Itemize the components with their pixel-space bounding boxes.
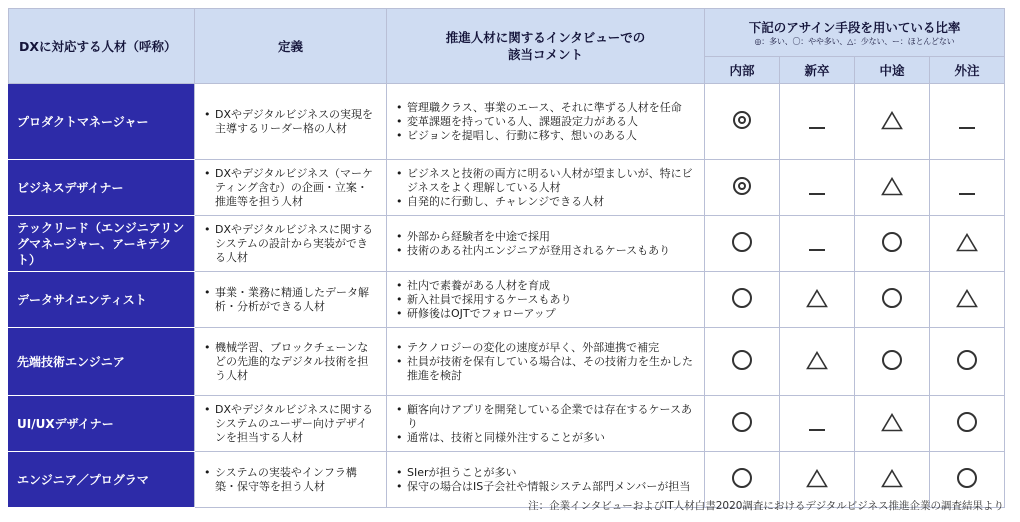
dx-talent-table bbox=[8, 8, 1005, 508]
header-legend: ◎：多い、〇：やや多い、△：少ない、ー：ほとんどない bbox=[754, 36, 955, 46]
table-row bbox=[9, 272, 1005, 328]
ratio-cell bbox=[780, 396, 855, 452]
footnote: 注：企業インタビューおよびIT人材白書2020調査におけるデジタルビジネス推進企業の調査結果より bbox=[528, 500, 1004, 512]
ratio-cell bbox=[705, 328, 780, 396]
dash-mark-icon bbox=[809, 127, 825, 129]
comment-item: • 変革課題を持っている人、課題設定力がある人 bbox=[407, 115, 696, 129]
comment-item: • 通常は、技術と同様外注することが多い bbox=[407, 431, 696, 445]
ratio-cell bbox=[780, 216, 855, 272]
definition-item: • 事業・業務に精通したデータ解析・分析ができる人材 bbox=[215, 286, 378, 314]
header-comment-line2: 該当コメント bbox=[507, 47, 583, 62]
comment-cell bbox=[387, 328, 705, 396]
circle-mark-icon bbox=[882, 288, 902, 308]
comment-item: • テクノロジーの変化の速度が早く、外部連携で補完 bbox=[407, 341, 696, 355]
definition-cell bbox=[195, 396, 387, 452]
comment-item: • 技術のある社内エンジニアが登用されるケースもあり bbox=[407, 244, 696, 258]
definition-cell bbox=[195, 160, 387, 216]
circle-mark-icon bbox=[957, 412, 977, 432]
triangle-mark-icon bbox=[881, 413, 903, 432]
ratio-cell bbox=[930, 160, 1005, 216]
header-ratio-title: 下記のアサイン手段を用いている比率 bbox=[748, 19, 961, 35]
ratio-cell bbox=[780, 160, 855, 216]
comment-item: • 外部から経験者を中途で採用 bbox=[407, 230, 696, 244]
comment-cell bbox=[387, 272, 705, 328]
double-circle-mark-icon bbox=[733, 177, 751, 195]
ratio-cell bbox=[855, 216, 930, 272]
circle-mark-icon bbox=[957, 350, 977, 370]
definition-cell bbox=[195, 216, 387, 272]
triangle-mark-icon bbox=[881, 177, 903, 196]
triangle-mark-icon bbox=[956, 289, 978, 308]
comment-item: • 研修後はOJTでフォローアップ bbox=[407, 307, 696, 321]
circle-mark-icon bbox=[732, 412, 752, 432]
dx-talent-table-container bbox=[8, 8, 1004, 508]
dash-mark-icon bbox=[959, 193, 975, 195]
triangle-mark-icon bbox=[806, 469, 828, 488]
dash-mark-icon bbox=[809, 429, 825, 431]
role-name: プロダクトマネージャー bbox=[9, 84, 195, 160]
comment-item: • SIerが担うことが多い bbox=[407, 466, 696, 480]
ratio-cell bbox=[705, 216, 780, 272]
ratio-cell bbox=[930, 272, 1005, 328]
circle-mark-icon bbox=[732, 468, 752, 488]
role-name: 先端技術エンジニア bbox=[9, 328, 195, 396]
dash-mark-icon bbox=[809, 249, 825, 251]
ratio-cell bbox=[855, 328, 930, 396]
dash-mark-icon bbox=[959, 127, 975, 129]
comment-item: • ビジネスと技術の両方に明るい人材が望ましいが、特にビジネスをよく理解している人材 bbox=[407, 167, 696, 195]
circle-mark-icon bbox=[882, 232, 902, 252]
header-role: DXに対応する人材（呼称） bbox=[9, 9, 195, 84]
comment-cell bbox=[387, 216, 705, 272]
definition-cell bbox=[195, 272, 387, 328]
ratio-cell bbox=[930, 328, 1005, 396]
circle-mark-icon bbox=[957, 468, 977, 488]
ratio-cell bbox=[705, 84, 780, 160]
triangle-mark-icon bbox=[881, 469, 903, 488]
circle-mark-icon bbox=[732, 232, 752, 252]
role-name: エンジニア／プログラマ bbox=[9, 452, 195, 508]
definition-item: • DXやデジタルビジネス（マーケティング含む）の企画・立案・推進等を担う人材 bbox=[215, 167, 378, 209]
comment-item: • 保守の場合はIS子会社や情報システム部門メンバーが担当 bbox=[407, 480, 696, 494]
comment-cell bbox=[387, 396, 705, 452]
dash-mark-icon bbox=[809, 193, 825, 195]
header-definition: 定義 bbox=[195, 9, 387, 84]
ratio-cell bbox=[855, 272, 930, 328]
ratio-cell bbox=[780, 272, 855, 328]
ratio-cell bbox=[780, 328, 855, 396]
role-name: UI/UXデザイナー bbox=[9, 396, 195, 452]
ratio-cell bbox=[855, 84, 930, 160]
ratio-cell bbox=[705, 272, 780, 328]
table-row bbox=[9, 216, 1005, 272]
table-row bbox=[9, 328, 1005, 396]
definition-cell bbox=[195, 452, 387, 508]
comment-item: • 社内で素養がある人材を育成 bbox=[407, 279, 696, 293]
ratio-cell bbox=[855, 396, 930, 452]
table-body bbox=[9, 84, 1005, 508]
definition-item: • DXやデジタルビジネスに関するシステムのユーザー向けデザインを担当する人材 bbox=[215, 403, 378, 445]
table-row bbox=[9, 84, 1005, 160]
method-header: 内部 bbox=[705, 57, 780, 84]
table-row bbox=[9, 160, 1005, 216]
comment-cell bbox=[387, 84, 705, 160]
table-row bbox=[9, 396, 1005, 452]
ratio-cell bbox=[705, 396, 780, 452]
definition-cell bbox=[195, 84, 387, 160]
definition-item: • DXやデジタルビジネスの実現を主導するリーダー格の人材 bbox=[215, 108, 378, 136]
comment-item: • 顧客向けアプリを開発している企業では存在するケースあり bbox=[407, 403, 696, 431]
comment-item: • 管理職クラス、事業のエース、それに準ずる人材を任命 bbox=[407, 101, 696, 115]
triangle-mark-icon bbox=[806, 351, 828, 370]
ratio-cell bbox=[705, 160, 780, 216]
definition-item: • DXやデジタルビジネスに関するシステムの設計から実装ができる人材 bbox=[215, 223, 378, 265]
triangle-mark-icon bbox=[806, 289, 828, 308]
definition-item: • 機械学習、ブロックチェーンなどの先進的なデジタル技術を担う人材 bbox=[215, 341, 378, 383]
method-header: 外注 bbox=[930, 57, 1005, 84]
double-circle-mark-icon bbox=[733, 111, 751, 129]
triangle-mark-icon bbox=[881, 111, 903, 130]
role-name: テックリード（エンジニアリングマネージャー、アーキテクト） bbox=[9, 216, 195, 272]
role-name: ビジネスデザイナー bbox=[9, 160, 195, 216]
role-name: データサイエンティスト bbox=[9, 272, 195, 328]
circle-mark-icon bbox=[732, 288, 752, 308]
header-comment-line1: 推進人材に関するインタビューでの bbox=[445, 30, 646, 45]
comment-cell bbox=[387, 160, 705, 216]
circle-mark-icon bbox=[882, 350, 902, 370]
ratio-cell bbox=[780, 84, 855, 160]
comment-item: • 自発的に行動し、チャレンジできる人材 bbox=[407, 195, 696, 209]
header-comment bbox=[387, 9, 705, 84]
comment-item: • 社員が技術を保有している場合は、その技術力を生かした推進を検討 bbox=[407, 355, 696, 383]
method-header: 中途 bbox=[855, 57, 930, 84]
ratio-cell bbox=[930, 396, 1005, 452]
ratio-cell bbox=[855, 160, 930, 216]
definition-cell bbox=[195, 328, 387, 396]
header-ratio bbox=[705, 9, 1005, 57]
comment-item: • 新入社員で採用するケースもあり bbox=[407, 293, 696, 307]
circle-mark-icon bbox=[732, 350, 752, 370]
comment-item: • ビジョンを提唱し、行動に移す、想いのある人 bbox=[407, 129, 696, 143]
method-header: 新卒 bbox=[780, 57, 855, 84]
triangle-mark-icon bbox=[956, 233, 978, 252]
ratio-cell bbox=[930, 216, 1005, 272]
ratio-cell bbox=[930, 84, 1005, 160]
definition-item: • システムの実装やインフラ構築・保守等を担う人材 bbox=[215, 466, 378, 494]
